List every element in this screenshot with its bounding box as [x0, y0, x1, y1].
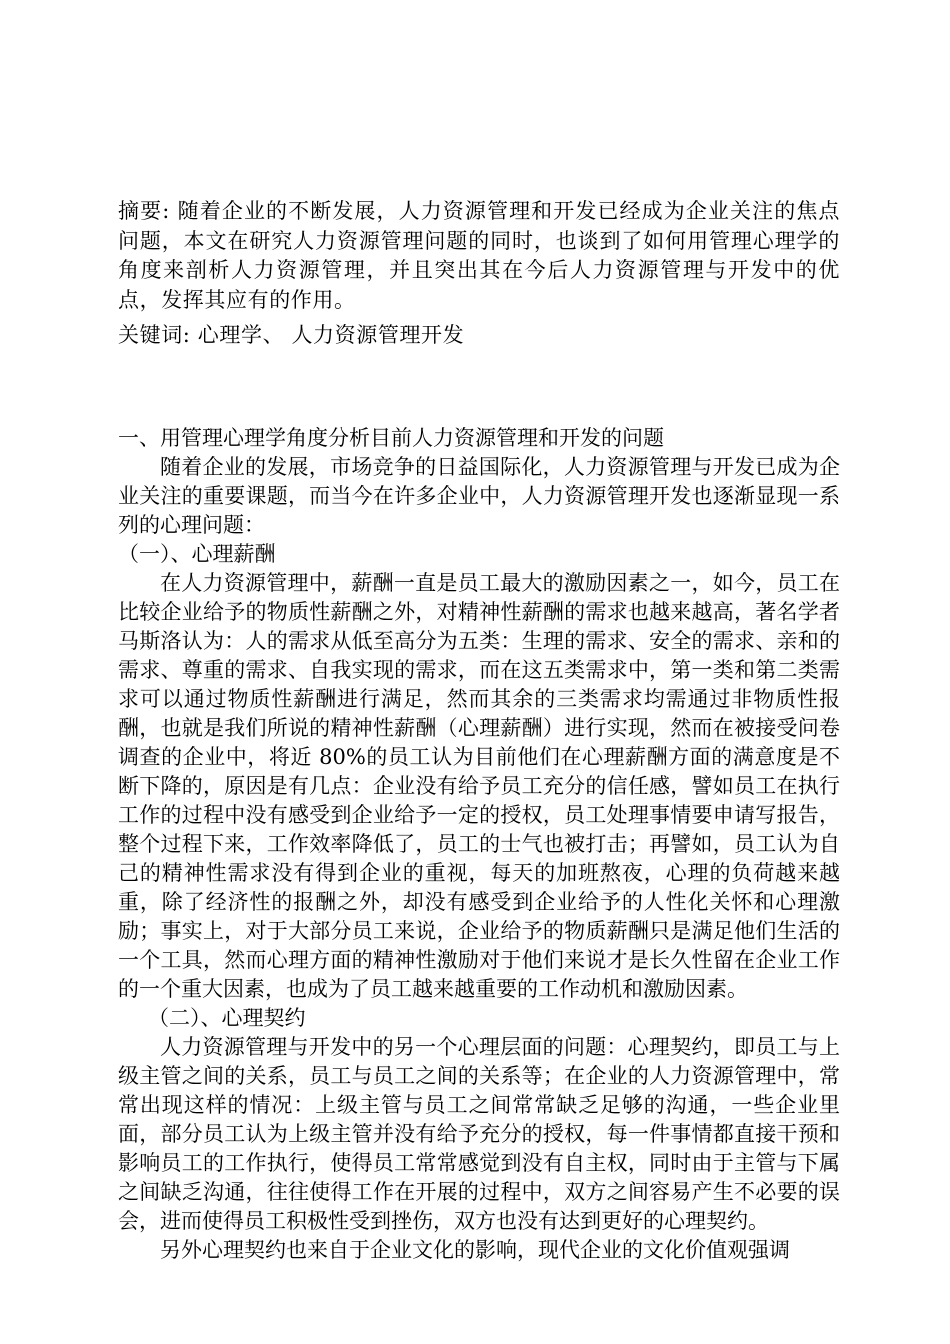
abstract-label: 摘要:: [118, 199, 170, 223]
section-one: [118, 424, 840, 1265]
section-one-intro: 随着企业的发展，市场竞争的日益国际化，人力资源管理与开发已成为企业关注的重要课题，而当今在许多企业中，人力资源管理开发也逐渐显现一系列的心理问题：: [118, 455, 840, 537]
subsection-psychological-contract-text: 人力资源管理与开发中的另一个心理层面的问题：心理契约，即员工与上级主管之间的关系，员工与员工之间的关系等；在企业的人力资源管理中，常常出现这样的情况：上级主管与员工之间常常缺乏足够的沟通，一些企业里面，部分员工认为上级主管并没有给予充分的授权，每一件事情都直接干预和影响员工的工作执行，使得员工常常感觉到没有自主权，同时由于主管与下属之间缺乏沟通，往往使得工作在开展的过程中，双方之间容易产生不必要的误会，进而使得员工积极性受到挫伤，双方也没有达到更好的心理契约。: [118, 1035, 840, 1233]
keywords-text: 心理学、 人力资源管理开发: [197, 323, 465, 347]
keywords-label: 关键词:: [118, 323, 191, 347]
keywords-paragraph: [118, 321, 840, 350]
subsection-psychological-pay-title: （一）、心理薪酬: [118, 542, 276, 566]
abstract-text: 随着企业的不断发展，人力资源管理和开发已经成为企业关注的焦点问题，本文在研究人力资源管理问题的同时，也谈到了如何用管理心理学的角度来剖析人力资源管理，并且突出其在今后人力资源管理与开发中的优点，发挥其应有的作用。: [118, 199, 841, 312]
section-one-title: 一、用管理心理学角度分析目前人力资源管理和开发的问题: [118, 426, 664, 450]
abstract-paragraph: [118, 197, 840, 315]
subsection-psychological-contract-title: （二）、心理契约: [148, 1006, 306, 1030]
subsection-psychological-contract-text-continued: 另外心理契约也来自于企业文化的影响，现代企业的文化价值观强调: [160, 1238, 790, 1262]
subsection-psychological-pay-text: 在人力资源管理中，薪酬一直是员工最大的激励因素之一，如今，员工在比较企业给予的物质性薪酬之外，对精神性薪酬的需求也越来越高，著名学者马斯洛认为：人的需求从低至高分为五类：生理的需求、安全的需求、亲和的需求、尊重的需求、自我实现的需求，而在这五类需求中，第一类和第二类需求可以通过物质性薪酬进行满足，然而其余的三类需求均需通过非物质性报酬，也就是我们所说的精神性薪酬（心理薪酬）进行实现，然而在被接受问卷调查的企业中，将近 80%的员工认为目前他们在心理薪酬方面的满意度是不断下降的，原因是有几点：企业没有给予员工充分的信任感，譬如员工在执行工作的过程中没有感受到企业给予一定的授权，员工处理事情要申请写报告，整个过程下来，工作效率降低了，员工的士气也被打击；再譬如，员工认为自己的精神性需求没有得到企业的重视，每天的加班熬夜，心理的负荷越来越重，除了经济性的报酬之外，却没有感受到企业给予的人性化关怀和心理激励；事实上，对于大部分员工来说，企业给予的物质薪酬只是满足他们生活的一个工具，然而心理方面的精神性激励对于他们来说才是长久性留在企业工作的一个重大因素，也成为了员工越来越重要的工作动机和激励因素。: [118, 571, 840, 1001]
